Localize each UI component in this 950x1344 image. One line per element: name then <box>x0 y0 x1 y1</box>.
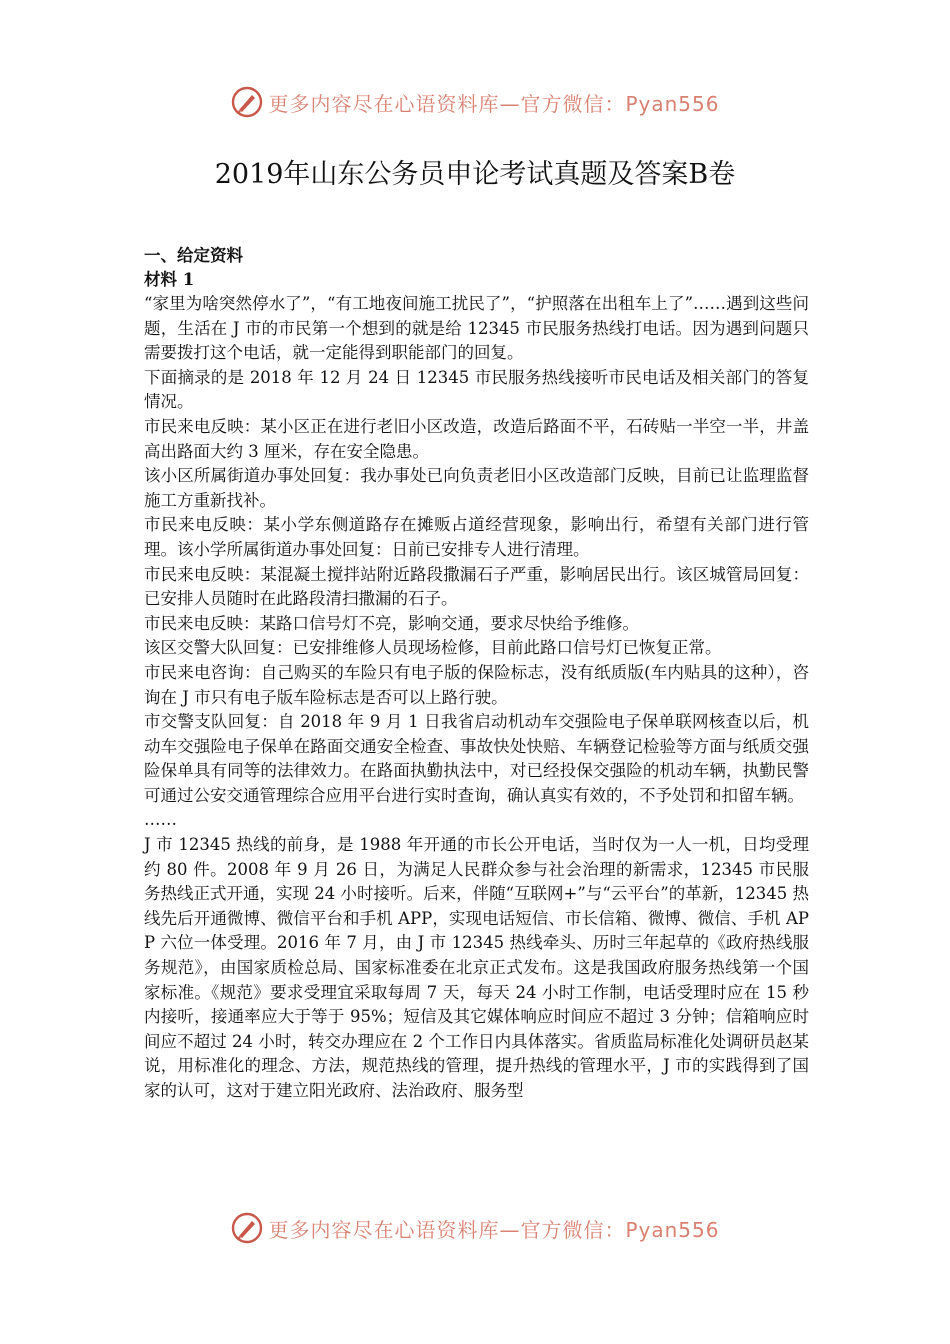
ellipsis-line: …… <box>144 810 177 830</box>
document-body <box>144 244 809 1104</box>
paragraph: 该小区所属街道办事处回复：我办事处已向负责老旧小区改造部门反映，目前已让监理监督施工方重新找补。 <box>144 466 809 510</box>
paragraph: 市民来电咨询：自己购买的车险只有电子版的保险标志，没有纸质版(车内贴具的这种），咨询在 J 市只有电子版车险标志是否可以上路行驶。 <box>144 662 809 707</box>
paragraph: 市民来电反映：某小区正在进行老旧小区改造，改造后路面不平，石砖贴一半空一半，井盖高出路面大约 3 厘米，存在安全隐患。 <box>144 416 809 461</box>
paragraph: J 市 12345 热线的前身，是 1988 年开通的市长公开电话，当时仅为一人一机，日均受理约 80 件。2008 年 9 月 26 日，为满足人民群众参与社会治理的新需求，12345 市民服务热线正式开通，实现 24 小时接听。后来，伴随“互联网+”与“云平台”的革新，12345 热线先后开通微博、微信平台和手机 APP，实现电话短信、市长信箱、微博、微信、手机 APP 六位一体受理。2016 年 7 月，由 J 市 12345 热线牵头、历时三年起草的《政府热线服务规范》，由国家质检总局、国家标准委在北京正式发布。这是我国政府服务热线第一个国家标准。《规范》要求受理宜采取每周 7 天，每天 24 小时工作制，电话受理时应在 15 秒内接听，接通率应大于等于 95%；短信及其它媒体响应时间应不超过 3 分钟；信箱响应时间应不超过 24 小时，转交办理应在 2 个工作日内具体落实。省质监局标准化处调研员赵某说，用标准化的理念、方法，规范热线的管理，提升热线的管理水平，J 市的实践得到了国家的认可，这对于建立阳光政府、法治政府、服务型 <box>144 835 809 1100</box>
paragraph: 市民来电反映：某小学东侧道路存在摊贩占道经营现象，影响出行，希望有关部门进行管理。该小学所属街道办事处回复：日前已安排专人进行清理。 <box>144 515 809 559</box>
section-heading: 一、给定资料 <box>144 246 243 265</box>
pen-logo-icon <box>230 1211 264 1245</box>
material-heading: 材料 1 <box>144 270 195 289</box>
footer-banner <box>0 1206 950 1250</box>
paragraph: 市民来电反映：某混凝土搅拌站附近路段撒漏石子严重，影响居民出行。该区城管局回复：已安排人员随时在此路段清扫撒漏的石子。 <box>144 564 809 609</box>
paragraph: 该区交警大队回复：已安排维修人员现场检修，目前此路口信号灯已恢复正常。 <box>144 638 722 658</box>
paragraph: 市交警支队回复：自 2018 年 9 月 1 日我省启动机动车交强险电子保单联网核查以后，机动车交强险电子保单在路面交通安全检查、事故快处快赔、车辆登记检验等方面与纸质交强险保单具有同等的法律效力。在路面执勤执法中，对已经投保交强险的机动车辆，执勤民警可通过公安交通管理综合应用平台进行实时查询，确认真实有效的，不予处罚和扣留车辆。 <box>144 712 809 805</box>
banner-text: 更多内容尽在心语资料库—官方微信：Pyan556 <box>268 91 720 116</box>
banner-text: 更多内容尽在心语资料库—官方微信：Pyan556 <box>268 1217 720 1242</box>
paragraph: 市民来电反映：某路口信号灯不亮，影响交通，要求尽快给予维修。 <box>144 613 639 633</box>
paragraph: “家里为啥突然停水了”，“有工地夜间施工扰民了”，“护照落在出租车上了”……遇到这些问题，生活在 J 市的市民第一个想到的就是给 12345 市民服务热线打电话。因为遇到问题只需要拨打这个电话，就一定能得到职能部门的回复。 <box>144 294 809 363</box>
pen-logo-icon <box>230 85 264 119</box>
header-banner <box>0 80 950 124</box>
document-title: 2019年山东公务员申论考试真题及答案B卷 <box>214 159 736 190</box>
paragraph: 下面摘录的是 2018 年 12 月 24 日 12345 市民服务热线接听市民电话及相关部门的答复情况。 <box>144 367 809 412</box>
